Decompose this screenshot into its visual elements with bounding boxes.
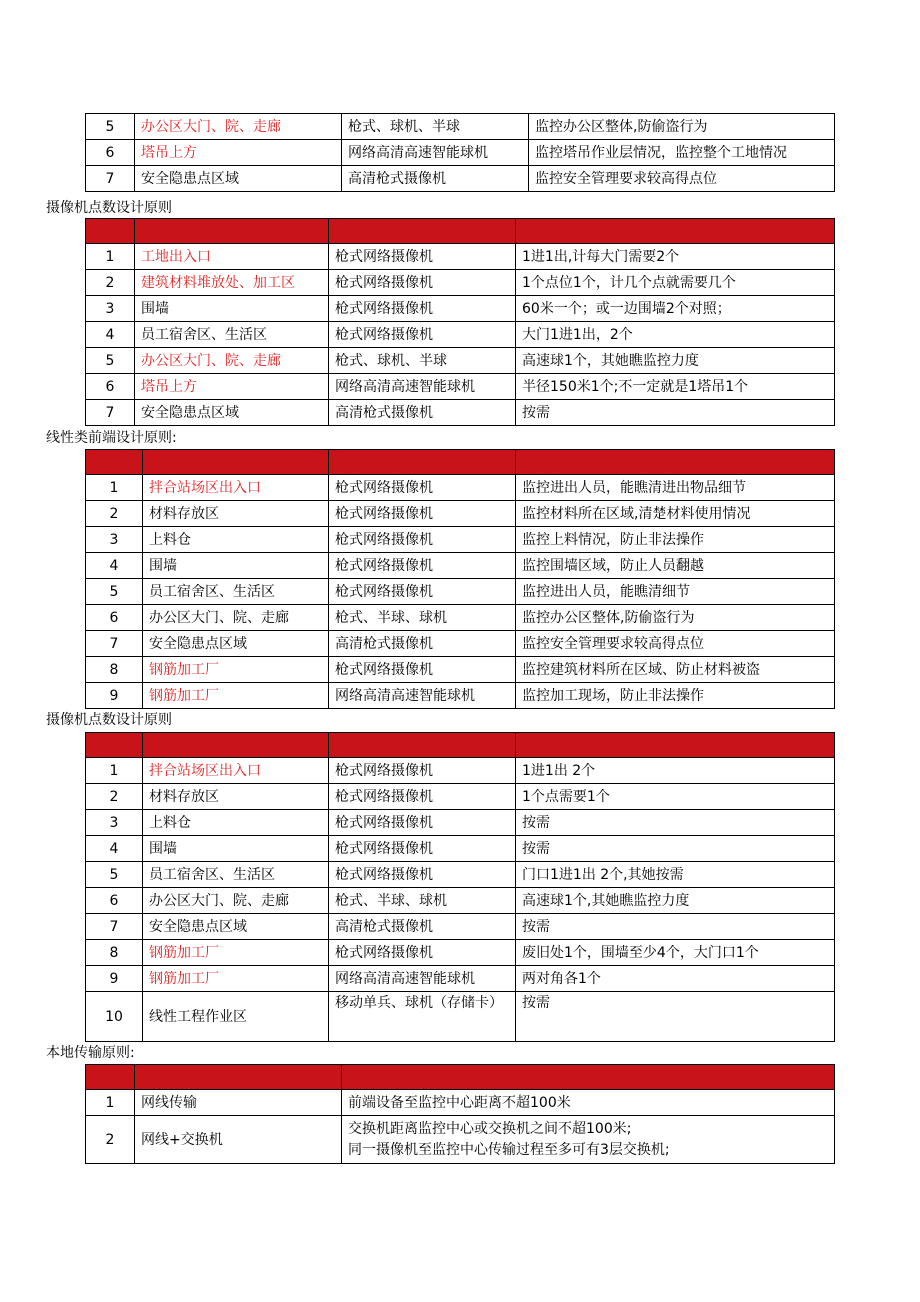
row-number: 3	[86, 296, 135, 322]
camera-type: 移动单兵、球机（存储卡）	[329, 992, 516, 1042]
design-description: 1个点需要1个	[516, 784, 835, 810]
table-row	[86, 400, 835, 426]
monitoring-area: 围墙	[143, 836, 329, 862]
heading-linear-front-end-principles: 线性类前端设计原则:	[46, 430, 177, 446]
design-description: 按需	[516, 914, 835, 940]
row-number: 3	[86, 810, 143, 836]
row-number: 8	[86, 657, 143, 683]
row-number: 5	[86, 114, 135, 140]
table-1-container	[85, 218, 835, 426]
row-number: 7	[86, 400, 135, 426]
linear-front-end-table	[85, 449, 835, 709]
monitoring-area: 塔吊上方	[135, 374, 329, 400]
row-number: 1	[86, 244, 135, 270]
row-number: 6	[86, 888, 143, 914]
monitoring-area: 员工宿舍区、生活区	[143, 579, 329, 605]
monitoring-area: 线性工程作业区	[143, 992, 329, 1042]
monitoring-area: 拌合站场区出入口	[143, 758, 329, 784]
monitoring-area: 办公区大门、院、走廊	[135, 348, 329, 374]
row-number: 4	[86, 553, 143, 579]
table-4-container	[85, 1064, 835, 1164]
table-row	[86, 836, 835, 862]
camera-type: 枪式网络摄像机	[329, 296, 516, 322]
row-number: 1	[86, 475, 143, 501]
monitoring-area: 材料存放区	[143, 501, 329, 527]
camera-type: 枪式网络摄像机	[329, 475, 516, 501]
table-row	[86, 348, 835, 374]
table-row	[86, 657, 835, 683]
design-description: 1进1出 2个	[516, 758, 835, 784]
table-row	[86, 784, 835, 810]
design-description: 监控建筑材料所在区域、防止材料被盗	[516, 657, 835, 683]
row-number: 4	[86, 836, 143, 862]
table-row	[86, 527, 835, 553]
row-number: 9	[86, 966, 143, 992]
table-row	[86, 270, 835, 296]
table-row	[86, 862, 835, 888]
table-row	[86, 374, 835, 400]
monitoring-area: 拌合站场区出入口	[143, 475, 329, 501]
design-description: 按需	[516, 810, 835, 836]
monitoring-area: 上料仓	[143, 527, 329, 553]
camera-type: 枪式网络摄像机	[329, 527, 516, 553]
row-number: 8	[86, 940, 143, 966]
row-number: 7	[86, 914, 143, 940]
row-number: 5	[86, 348, 135, 374]
design-description: 1进1出,计每大门需要2个	[516, 244, 835, 270]
transmission-method: 网线+交换机	[135, 1116, 342, 1164]
table-row	[86, 114, 835, 140]
table-header-row	[86, 1065, 835, 1090]
table-row	[86, 1116, 835, 1164]
description-line-1: 交换机距离监控中心或交换机之间不超100米;	[348, 1120, 632, 1137]
local-transmission-table	[85, 1064, 835, 1164]
table-row	[86, 992, 835, 1042]
design-description: 半径150米1个;不一定就是1塔吊1个	[516, 374, 835, 400]
table-row	[86, 244, 835, 270]
camera-type: 高清枪式摄像机	[329, 914, 516, 940]
monitoring-area: 安全隐患点区域	[143, 914, 329, 940]
camera-type: 网络高清高速智能球机	[329, 374, 516, 400]
table-row	[86, 579, 835, 605]
table-header-row	[86, 733, 835, 758]
monitoring-area: 围墙	[135, 296, 329, 322]
description-line-2: 同一摄像机至监控中心传输过程至多可有3层交换机;	[348, 1141, 670, 1158]
monitoring-area: 安全隐患点区域	[143, 631, 329, 657]
design-description: 监控办公区整体,防偷盗行为	[529, 114, 835, 140]
front-end-design-table-continued	[85, 113, 835, 192]
monitoring-area: 钢筋加工厂	[143, 940, 329, 966]
monitoring-area: 工地出入口	[135, 244, 329, 270]
design-description: 高速球1个,其她瞧监控力度	[516, 888, 835, 914]
monitoring-area: 钢筋加工厂	[143, 657, 329, 683]
camera-count-table-building	[85, 218, 835, 426]
camera-type: 枪式网络摄像机	[329, 862, 516, 888]
camera-type: 枪式网络摄像机	[329, 270, 516, 296]
design-description: 监控安全管理要求较高得点位	[516, 631, 835, 657]
row-number: 5	[86, 862, 143, 888]
design-description: 监控加工现场，防止非法操作	[516, 683, 835, 709]
design-description: 监控进出人员，能瞧清进出物品细节	[516, 475, 835, 501]
row-number: 6	[86, 140, 135, 166]
camera-type: 枪式网络摄像机	[329, 322, 516, 348]
table-row	[86, 605, 835, 631]
table-row	[86, 475, 835, 501]
camera-type: 网络高清高速智能球机	[342, 140, 529, 166]
monitoring-area: 员工宿舍区、生活区	[135, 322, 329, 348]
camera-count-table-linear	[85, 732, 835, 1042]
row-number: 3	[86, 527, 143, 553]
design-description: 两对角各1个	[516, 966, 835, 992]
row-number: 2	[86, 501, 143, 527]
monitoring-area: 员工宿舍区、生活区	[143, 862, 329, 888]
row-number: 9	[86, 683, 143, 709]
monitoring-area: 塔吊上方	[135, 140, 342, 166]
table-header-row	[86, 450, 835, 475]
transmission-description: 前端设备至监控中心距离不超100米	[342, 1090, 835, 1116]
table-row	[86, 166, 835, 192]
heading-camera-count-principles: 摄像机点数设计原则	[46, 200, 172, 216]
table-row	[86, 140, 835, 166]
transmission-method: 网线传输	[135, 1090, 342, 1116]
camera-type: 枪式网络摄像机	[329, 836, 516, 862]
table-row	[86, 758, 835, 784]
design-description: 监控上料情况，防止非法操作	[516, 527, 835, 553]
design-description: 监控材料所在区域,清楚材料使用情况	[516, 501, 835, 527]
camera-type: 枪式、球机、半球	[329, 348, 516, 374]
camera-type: 枪式网络摄像机	[329, 784, 516, 810]
table-header-row	[86, 219, 835, 244]
table-row	[86, 296, 835, 322]
row-number: 5	[86, 579, 143, 605]
row-number: 2	[86, 1116, 135, 1164]
monitoring-area: 上料仓	[143, 810, 329, 836]
camera-type: 枪式网络摄像机	[329, 579, 516, 605]
table-row	[86, 322, 835, 348]
table-row	[86, 631, 835, 657]
camera-type: 高清枪式摄像机	[329, 400, 516, 426]
design-description: 按需	[516, 992, 835, 1042]
table-row	[86, 553, 835, 579]
table-row	[86, 810, 835, 836]
design-description: 废旧处1个，围墙至少4个，大门口1个	[516, 940, 835, 966]
design-description: 监控进出人员，能瞧清细节	[516, 579, 835, 605]
monitoring-area: 建筑材料堆放处、加工区	[135, 270, 329, 296]
monitoring-area: 材料存放区	[143, 784, 329, 810]
design-description: 门口1进1出 2个,其她按需	[516, 862, 835, 888]
table-3-container	[85, 732, 835, 1042]
table-row	[86, 940, 835, 966]
design-description: 1个点位1个，计几个点就需要几个	[516, 270, 835, 296]
monitoring-area: 办公区大门、院、走廊	[135, 114, 342, 140]
row-number: 6	[86, 374, 135, 400]
transmission-description	[342, 1116, 835, 1164]
camera-type: 枪式网络摄像机	[329, 940, 516, 966]
monitoring-area: 办公区大门、院、走廊	[143, 605, 329, 631]
camera-type: 高清枪式摄像机	[329, 631, 516, 657]
design-description: 按需	[516, 400, 835, 426]
monitoring-area: 钢筋加工厂	[143, 966, 329, 992]
monitoring-area: 安全隐患点区域	[135, 400, 329, 426]
row-number: 1	[86, 1090, 135, 1116]
row-number: 6	[86, 605, 143, 631]
design-description: 监控办公区整体,防偷盗行为	[516, 605, 835, 631]
table-row	[86, 888, 835, 914]
row-number: 4	[86, 322, 135, 348]
table-row	[86, 966, 835, 992]
heading-camera-count-principles-2: 摄像机点数设计原则	[46, 712, 172, 728]
design-description: 按需	[516, 836, 835, 862]
table-row	[86, 914, 835, 940]
camera-type: 枪式网络摄像机	[329, 758, 516, 784]
row-number: 7	[86, 631, 143, 657]
design-description: 大门1进1出，2个	[516, 322, 835, 348]
camera-type: 枪式网络摄像机	[329, 244, 516, 270]
camera-type: 枪式网络摄像机	[329, 501, 516, 527]
camera-type: 枪式、半球、球机	[329, 605, 516, 631]
monitoring-area: 办公区大门、院、走廊	[143, 888, 329, 914]
heading-local-transmission-principles: 本地传输原则:	[46, 1045, 135, 1061]
camera-type: 枪式网络摄像机	[329, 553, 516, 579]
monitoring-area: 围墙	[143, 553, 329, 579]
camera-type: 枪式网络摄像机	[329, 810, 516, 836]
camera-type: 高清枪式摄像机	[342, 166, 529, 192]
table-2-container	[85, 449, 835, 709]
camera-type: 网络高清高速智能球机	[329, 683, 516, 709]
row-number: 10	[86, 992, 143, 1042]
row-number: 7	[86, 166, 135, 192]
camera-type: 枪式网络摄像机	[329, 657, 516, 683]
table-0-container	[85, 113, 835, 192]
design-description: 60米一个；或一边围墙2个对照；	[516, 296, 835, 322]
row-number: 1	[86, 758, 143, 784]
monitoring-area: 钢筋加工厂	[143, 683, 329, 709]
table-row	[86, 501, 835, 527]
table-row	[86, 683, 835, 709]
design-description: 高速球1个，其她瞧监控力度	[516, 348, 835, 374]
camera-type: 枪式、半球、球机	[329, 888, 516, 914]
row-number: 2	[86, 270, 135, 296]
design-description: 监控安全管理要求较高得点位	[529, 166, 835, 192]
design-description: 监控围墙区域，防止人员翻越	[516, 553, 835, 579]
monitoring-area: 安全隐患点区域	[135, 166, 342, 192]
row-number: 2	[86, 784, 143, 810]
design-description: 监控塔吊作业层情况，监控整个工地情况	[529, 140, 835, 166]
table-row	[86, 1090, 835, 1116]
camera-type: 枪式、球机、半球	[342, 114, 529, 140]
camera-type: 网络高清高速智能球机	[329, 966, 516, 992]
